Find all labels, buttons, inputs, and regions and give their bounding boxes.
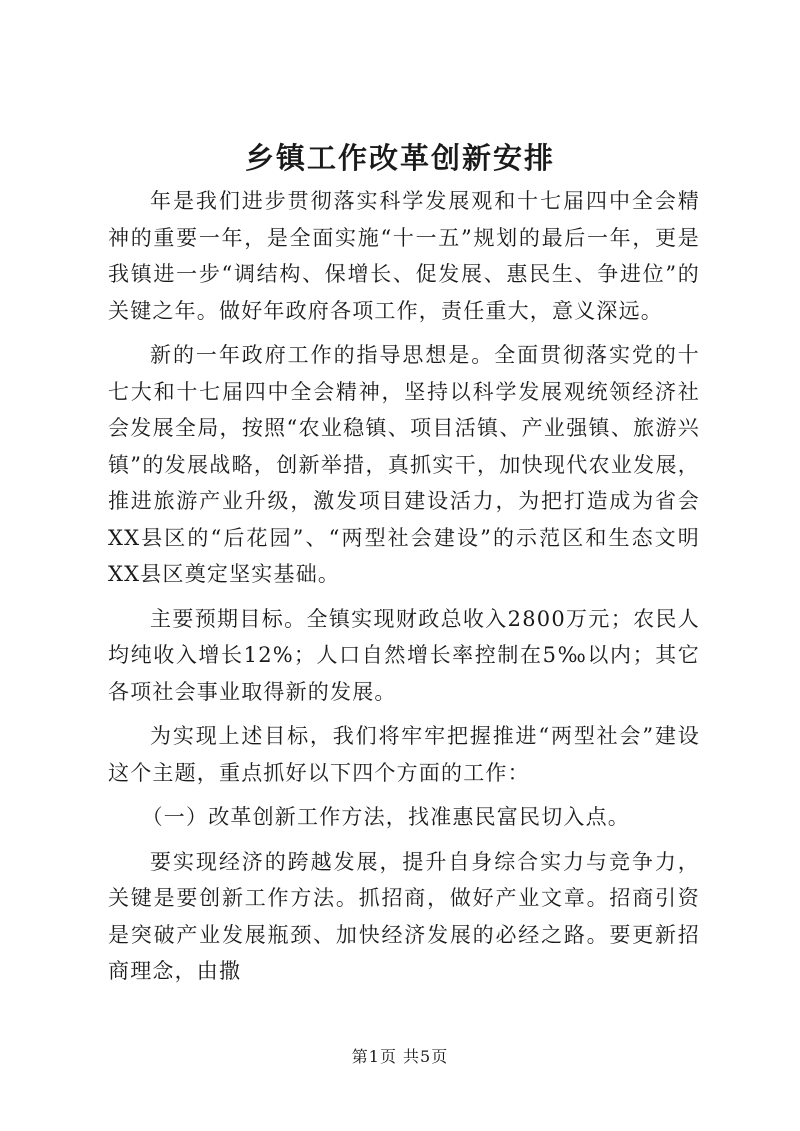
- page-number-footer: 第1页 共5页: [351, 1047, 449, 1066]
- document-title: 乡镇工作改革创新安排: [244, 141, 555, 175]
- document-body: [108, 183, 700, 998]
- paragraph-four-aspects: 为实现上述目标，我们将牢牢把握推进“两型社会”建设这个主题，重点抓好以下四个方面的工作：: [108, 724, 700, 785]
- paragraph-main-targets: 主要预期目标。全镇实现财政总收入2800万元；农民人均纯收入增长12%；人口自然增长率控制在5‰以内；其它各项社会事业取得新的发展。: [108, 606, 700, 704]
- section-heading-one: （一）改革创新工作方法，找准惠民富民切入点。: [141, 805, 630, 829]
- paragraph-guiding-thought: 新的一年政府工作的指导思想是。全面贯彻落实党的十七大和十七届四中全会精神，坚持以科学发展观统领经济社会发展全局，按照“农业稳镇、项目活镇、产业强镇、旅游兴镇”的发展战略，创新举措，真抓实干，加快现代农业发展，推进旅游产业升级，激发项目建设活力，为把打造成为省会XX县区的“后花园”、“两型社会建设”的示范区和生态文明XX县区奠定坚实基础。: [108, 343, 700, 586]
- paragraph-work-methods: 要实现经济的跨越发展，提升自身综合实力与竞争力，关键是要创新工作方法。抓招商，做好产业文章。招商引资是突破产业发展瓶颈、加快经济发展的必经之路。要更新招商理念，由撒: [108, 849, 700, 983]
- paragraph-intro: 年是我们进步贯彻落实科学发展观和十七届四中全会精神的重要一年，是全面实施“十一五”规划的最后一年，更是我镇进一步“调结构、保增长、促发展、惠民生、争进位”的关键之年。做好年政府各项工作，责任重大，意义深远。: [108, 189, 700, 323]
